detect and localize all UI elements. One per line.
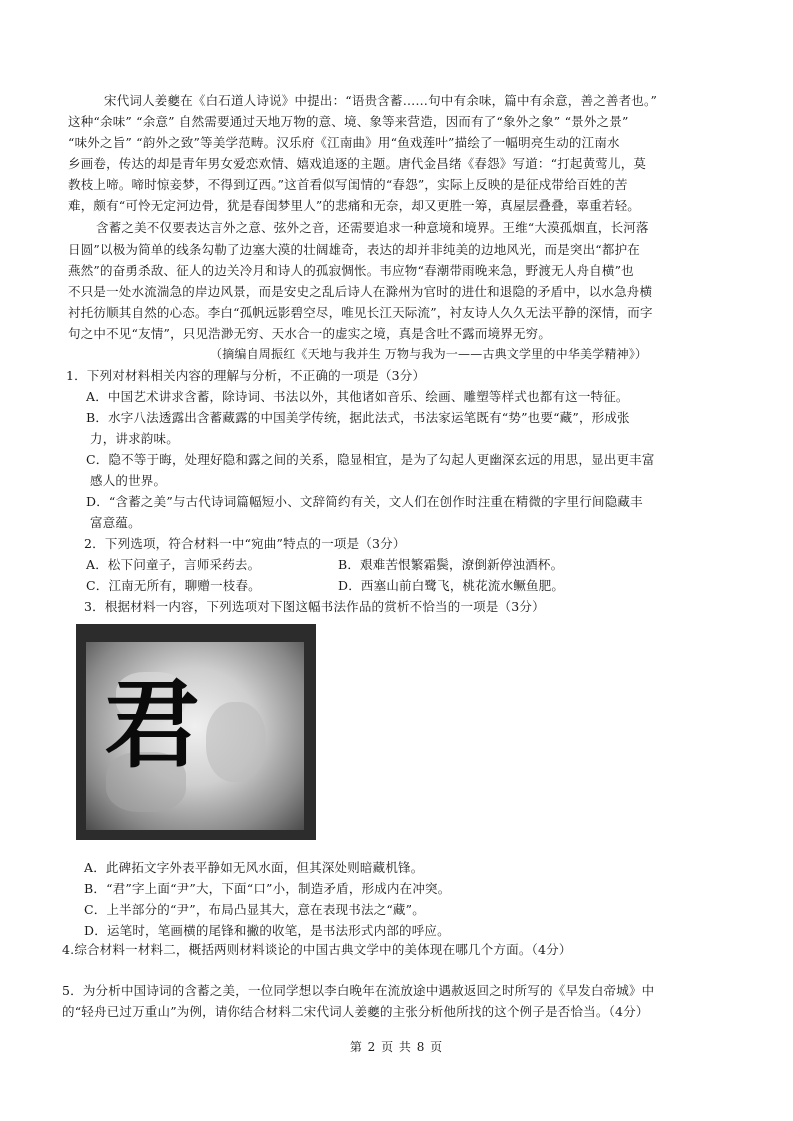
passage-line-12: 句之中不见“友情”，只见浩渺无穷、天水合一的虚实之境，真是含吐不露而境界无穷。 [68,326,552,341]
q1-stem: 1．下列对材料相关内容的理解与分析，不正确的一项是（3分） [66,368,426,383]
page-number: 第 2 页 共 8 页 [349,1040,444,1054]
passage-line-1: 宋代词人姜夔在《白石道人诗说》中提出：“语贵含蓄……句中有余味，篇中有余意，善之善者也。” [104,93,658,108]
q2-option-c: C．江南无所有，聊赠一枝春。 [86,578,261,593]
calligraphy-rubbing-image [76,624,316,840]
passage-line-3: “味外之旨” “韵外之致”等美学范畴。汉乐府《江南曲》用“鱼戏莲叶”描绘了一幅明亮生动的江南水 [68,135,620,150]
q1-option-b-cont: 力，讲求韵味。 [90,431,179,446]
calligraphy-character: 君 [104,669,200,781]
q3-option-c: C．上半部分的“尹”，布局凸显其大，意在表现书法之“藏”。 [84,902,425,917]
q2-stem: 2．下列选项，符合材料一中“宛曲”特点的一项是（3分） [84,536,406,551]
q4-stem: 4.综合材料一材料二，概括两则材料谈论的中国古典文学中的美体现在哪几个方面。（4分） [62,942,572,957]
q3-option-b: B．“君”字上面“尹”大，下面“口”小，制造矛盾，形成内在冲突。 [84,881,451,896]
passage-line-10: 不只是一处水流湍急的岸边风景，而是安史之乱后诗人在滁州为官时的进仕和退隐的矛盾中，以水急舟横 [68,284,653,299]
q2-option-a: A．松下问童子，言师采药去。 [86,557,261,572]
q3-stem: 3．根据材料一内容，下列选项对下图这幅书法作品的赏析不恰当的一项是（3分） [84,599,545,614]
passage-line-11: 衬托彷顺其自然的心态。李白“孤帆远影碧空尽，唯见长江天际流”，衬友诗人久久无法平静的深情，而字 [68,305,653,320]
q1-option-a: A．中国艺术讲求含蓄，除诗词、书法以外，其他诸如音乐、绘画、雕塑等样式也都有这一特征。 [86,389,629,404]
q2-option-b: B．艰难苦恨繁霜鬓，潦倒新停浊酒杯。 [338,557,564,572]
passage-line-5: 教枝上啼。啼时惊妾梦，不得到辽西。”这首看似写闺情的“春怨”，实际上反映的是征戍带给百姓的苦 [68,177,628,192]
passage-line-7: 含蓄之美不仅要表达言外之意、弦外之音，还需要追求一种意境和境界。王维“大漠孤烟直，长河落 [96,220,649,235]
q1-option-d-cont: 富意蕴。 [90,515,141,530]
q3-option-d: D．运笔时，笔画横的尾锋和撇的收笔，是书法形式内部的呼应。 [84,923,450,938]
q1-option-d: D．“含蓄之美”与古代诗词篇幅短小、文辞简约有关，文人们在创作时注重在精微的字里行间隐藏丰 [86,494,643,509]
q3-option-a: A．此碑拓文字外表平静如无风水面，但其深处则暗藏机锋。 [84,860,424,875]
passage-line-4: 乡画卷，传达的却是青年男女爱恋欢情、嬉戏追逐的主题。唐代金昌绪《春怨》写道：“打起黄莺儿，莫 [68,156,647,171]
passage-line-9: 燕然”的奋勇杀敌、征人的边关冷月和诗人的孤寂惆怅。韦应物“春潮带雨晚来急，野渡无人舟自横”也 [68,263,634,278]
passage-line-6: 难，颇有“可怜无定河边骨，犹是春闺梦里人”的悲痛和无奈，却又更胜一筹，真屋层叠叠，辜重若轻。 [68,198,640,213]
q2-option-d: D．西塞山前白鹭飞，桃花流水鳜鱼肥。 [338,578,565,593]
q1-option-c-cont: 感人的世界。 [90,473,167,488]
passage-line-8: 日圆”以极为简单的线条勾勒了边塞大漠的壮阔雄奇，表达的却并非纯美的边地风光，而是突出“都护在 [68,242,640,257]
source-citation: （摘编自周振红《天地与我并生 万物与我为一——古典文学里的中华美学精神》） [210,347,648,361]
q5-stem-cont: 的“轻舟已过万重山”为例，请你结合材料二宋代词人姜夔的主张分析他所找的这个例子是否恰当。（4分） [62,1004,649,1019]
passage-line-2: 这种“余味” “余意” 自然需要通过天地万物的意、境、象等来营造，因而有了“象外之象” “景外之景” [68,114,629,129]
q1-option-b: B．水字八法透露出含蓄藏露的中国美学传统，据此法式，书法家运笔既有“势”也要“藏”，形成张 [86,410,630,425]
rubbing-texture-2 [206,702,266,782]
q1-option-c: C．隐不等于晦，处理好隐和露之间的关系，隐显相宜，是为了勾起人更幽深玄远的用思，显出更丰富 [86,452,655,467]
q5-stem: 5．为分析中国诗词的含蓄之美，一位同学想以李白晚年在流放途中遇赦返回之时所写的《早发白帝城》中 [62,983,655,998]
